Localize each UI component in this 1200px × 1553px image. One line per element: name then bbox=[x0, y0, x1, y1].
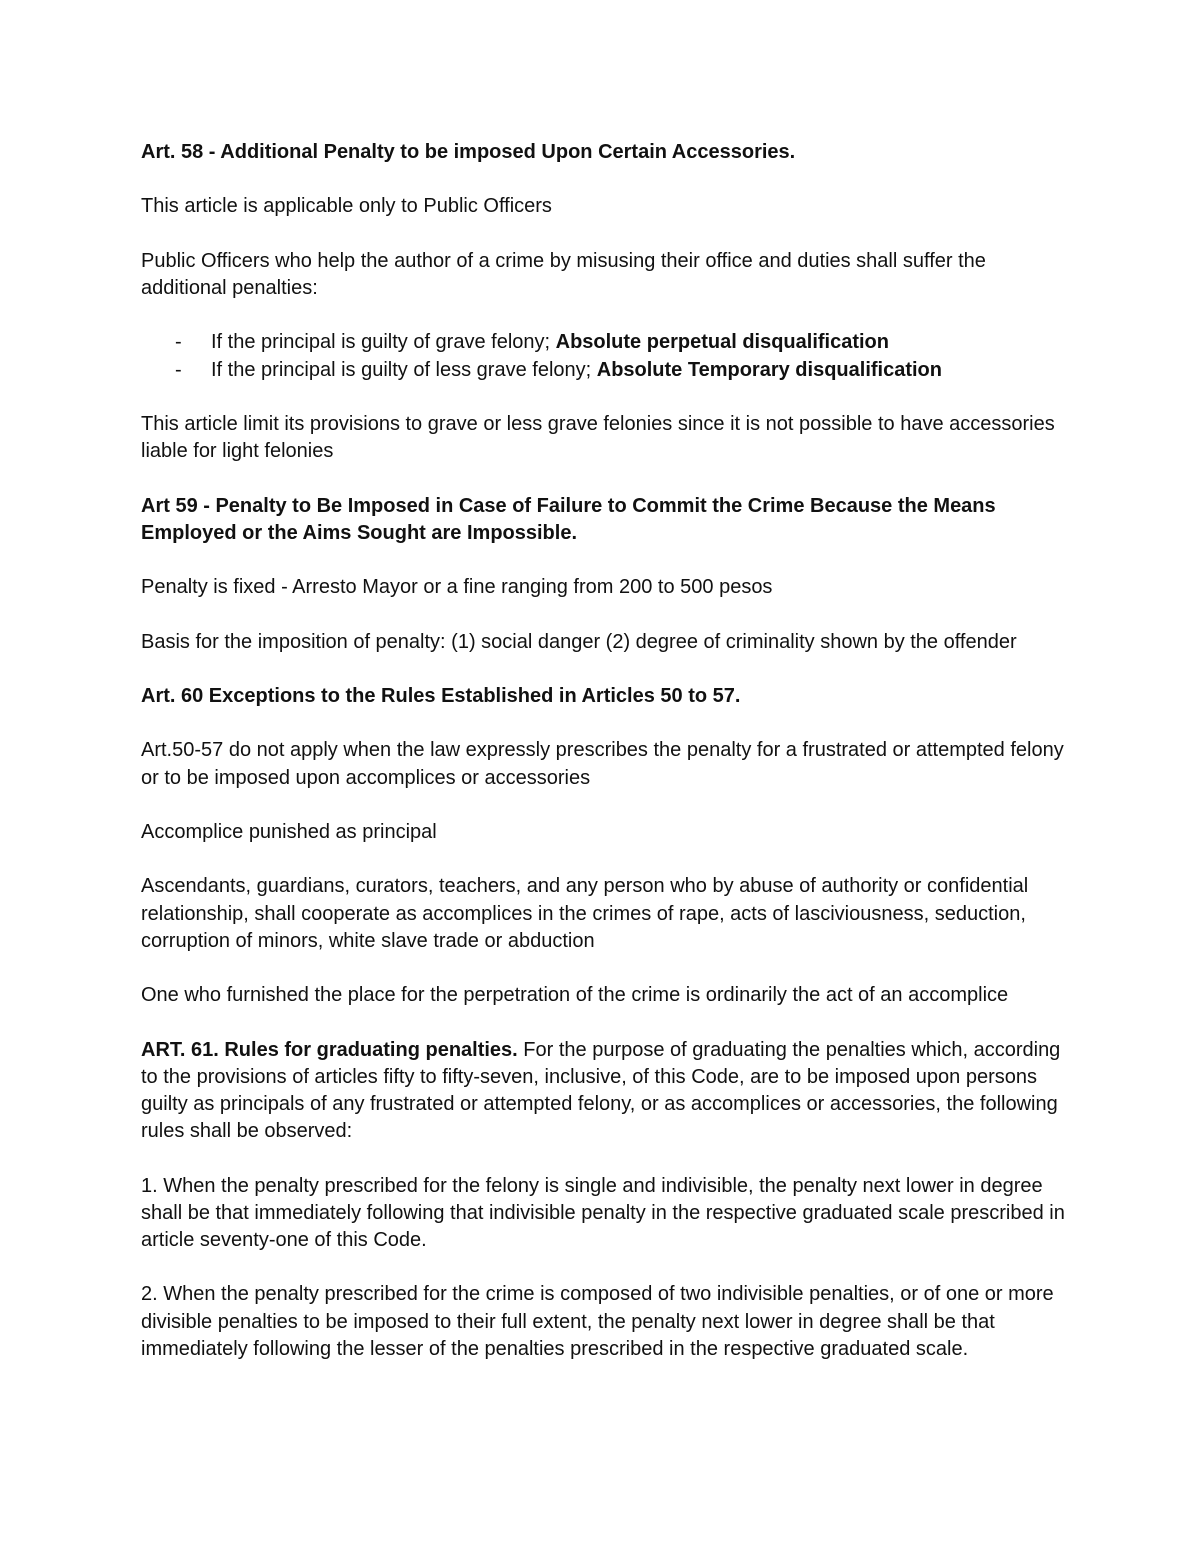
art60-paragraph-1: Art.50-57 do not apply when the law expressly prescribes the penalty for a frustrated or attempted felony or to be imposed upon accomplices or accessories bbox=[141, 739, 1064, 789]
art60-paragraph-4: One who furnished the place for the perpetration of the crime is ordinarily the act of an accomplice bbox=[141, 984, 1009, 1007]
art59-heading: Art 59 - Penalty to Be Imposed in Case of Failure to Commit the Crime Because the Means Employed or the Aims Sought are Impossible. bbox=[141, 494, 996, 544]
dash-bullet: - bbox=[175, 331, 182, 354]
document-page bbox=[141, 139, 1066, 1390]
art61-intro-text: For the purpose of graduating the penalties which, according to the provisions of articles fifty to fifty-seven, inclusive, of this Code, are to be imposed upon persons guilty as principals of any frustrated or attempted felony, or as accomplices or accessories, the following rules shall be observed: bbox=[141, 1038, 1061, 1143]
list-item-bold-text: Absolute Temporary disqualification bbox=[596, 358, 942, 381]
art61-heading: ART. 61. Rules for graduating penalties. bbox=[141, 1038, 518, 1061]
art58-paragraph-2: Public Officers who help the author of a crime by misusing their office and duties shall suffer the additional penalties: bbox=[141, 249, 986, 299]
art61-intro-paragraph bbox=[141, 1037, 1066, 1146]
list-item bbox=[141, 357, 1066, 384]
art59-paragraph-2: Basis for the imposition of penalty: (1) social danger (2) degree of criminality shown by the offender bbox=[141, 630, 1017, 653]
art59-paragraph-1: Penalty is fixed - Arresto Mayor or a fine ranging from 200 to 500 pesos bbox=[141, 576, 773, 599]
art61-rule-2: 2. When the penalty prescribed for the crime is composed of two indivisible penalties, or of one or more divisible penalties to be imposed to their full extent, the penalty next lower in degree shall be that immediately following the lesser of the penalties prescribed in the respective graduated scale. bbox=[141, 1283, 1054, 1360]
list-item-text: If the principal is guilty of grave felony; bbox=[211, 331, 556, 354]
art60-heading: Art. 60 Exceptions to the Rules Established in Articles 50 to 57. bbox=[141, 684, 741, 707]
list-item-text: If the principal is guilty of less grave felony; bbox=[211, 358, 597, 381]
art58-penalty-list bbox=[141, 329, 1066, 383]
dash-bullet: - bbox=[175, 358, 182, 381]
art58-paragraph-1: This article is applicable only to Public Officers bbox=[141, 195, 552, 218]
art61-rule-1: 1. When the penalty prescribed for the felony is single and indivisible, the penalty next lower in degree shall be that immediately following that indivisible penalty in the respective graduated scale prescribed in article seventy-one of this Code. bbox=[141, 1174, 1065, 1251]
art60-paragraph-2: Accomplice punished as principal bbox=[141, 820, 437, 843]
art58-heading: Art. 58 - Additional Penalty to be imposed Upon Certain Accessories. bbox=[141, 141, 796, 163]
art60-paragraph-3: Ascendants, guardians, curators, teachers, and any person who by abuse of authority or confidential relationship, shall cooperate as accomplices in the crimes of rape, acts of lasciviousness, seduction, corruption of minors, white slave trade or abduction bbox=[141, 875, 1029, 952]
list-item bbox=[141, 329, 1066, 356]
art58-paragraph-3: This article limit its provisions to grave or less grave felonies since it is not possible to have accessories liable for light felonies bbox=[141, 412, 1055, 463]
list-item-bold-text: Absolute perpetual disqualification bbox=[555, 331, 889, 354]
